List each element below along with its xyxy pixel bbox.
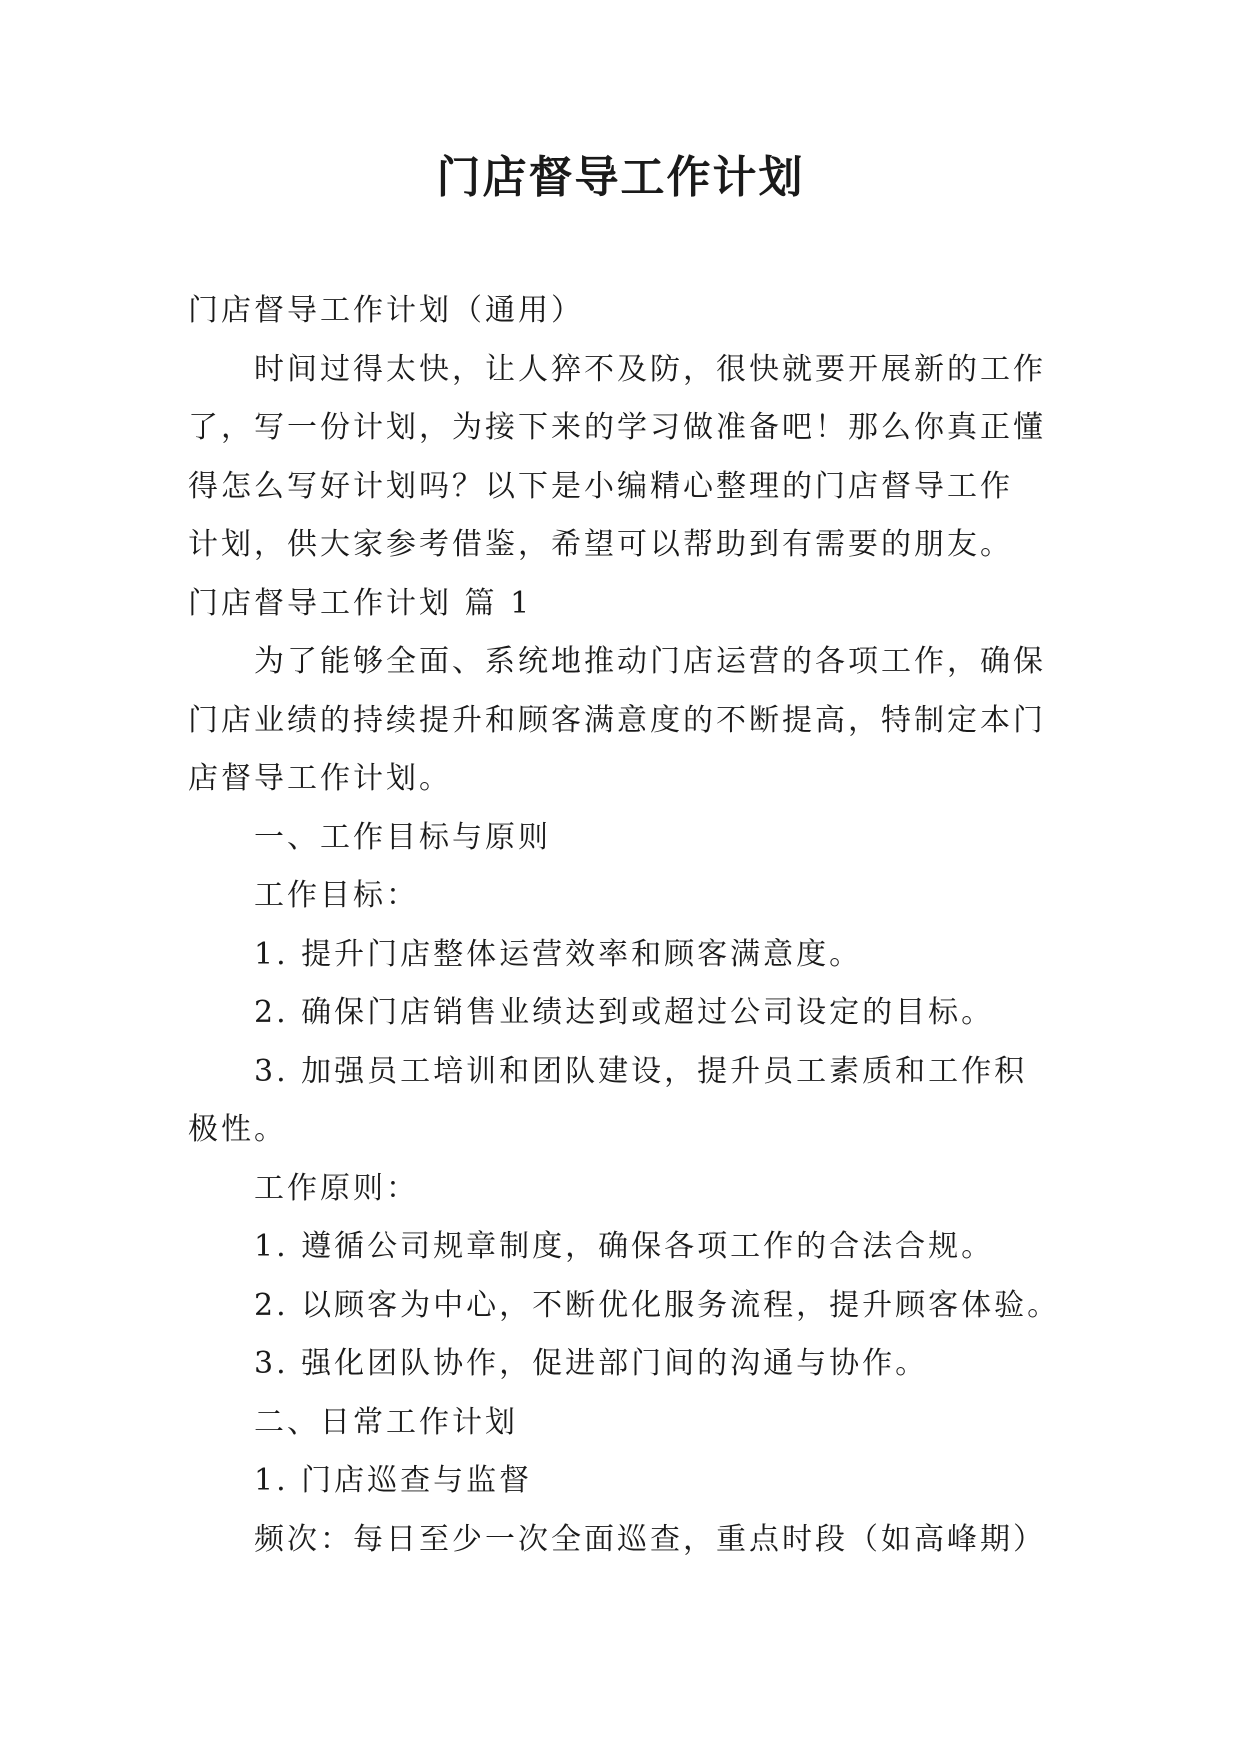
- paragraph-line: 了，写一份计划，为接下来的学习做准备吧！那么你真正懂: [188, 410, 1046, 445]
- document-body: [188, 282, 1068, 1569]
- paragraph-line: 频次：每日至少一次全面巡查，重点时段（如高峰期）: [254, 1521, 1046, 1557]
- paragraph-line: 门店业绩的持续提升和顾客满意度的不断提高，特制定本门: [188, 702, 1046, 738]
- paragraph-line: 1. 门店巡查与监督: [254, 1463, 533, 1498]
- document-title: 门店督导工作计划: [436, 152, 805, 203]
- paragraph-line: 门店督导工作计划（通用）: [188, 293, 584, 328]
- paragraph-line: 店督导工作计划。: [188, 761, 452, 796]
- paragraph-line: 时间过得太快，让人猝不及防，很快就要开展新的工作: [254, 351, 1046, 387]
- paragraph-line: 二、日常工作计划: [254, 1404, 518, 1440]
- paragraph-line: 3. 强化团队协作，促进部门间的沟通与协作。: [254, 1346, 929, 1381]
- paragraph-line: 极性。: [188, 1112, 287, 1147]
- paragraph-line: 得怎么写好计划吗？以下是小编精心整理的门店督导工作: [188, 468, 1013, 504]
- paragraph-line: 1. 遵循公司规章制度，确保各项工作的合法合规。: [254, 1229, 995, 1264]
- paragraph-line: 计划，供大家参考借鉴，希望可以帮助到有需要的朋友。: [188, 527, 1013, 562]
- paragraph-line: 门店督导工作计划 篇 1: [188, 585, 533, 621]
- paragraph-line: 为了能够全面、系统地推动门店运营的各项工作，确保: [254, 644, 1046, 679]
- paragraph-line: 3. 加强员工培训和团队建设，提升员工素质和工作积: [254, 1053, 1028, 1089]
- paragraph-line: 一、工作目标与原则: [254, 819, 551, 855]
- paragraph-line: 1. 提升门店整体运营效率和顾客满意度。: [254, 936, 863, 972]
- paragraph-line: 2. 确保门店销售业绩达到或超过公司设定的目标。: [254, 995, 995, 1030]
- paragraph-line: 工作原则：: [254, 1170, 419, 1206]
- paragraph-line: 工作目标：: [254, 878, 419, 913]
- paragraph-line: 2. 以顾客为中心，不断优化服务流程，提升顾客体验。: [254, 1287, 1061, 1323]
